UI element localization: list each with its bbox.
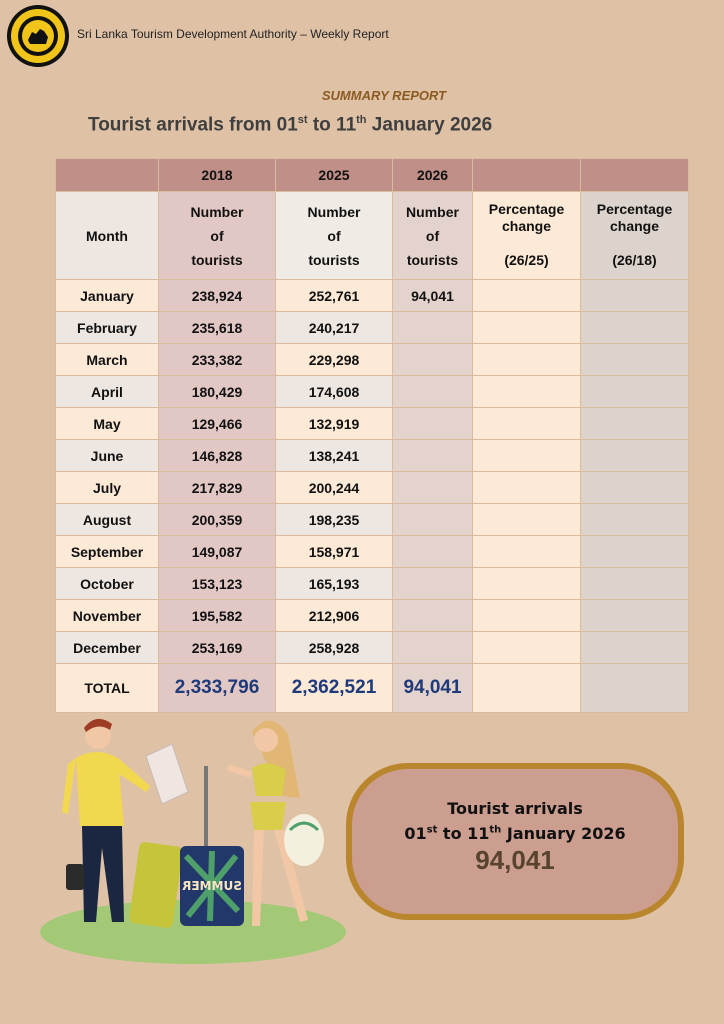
value-2026: [393, 312, 473, 344]
value-2026: [393, 600, 473, 632]
value-2018: 129,466: [159, 408, 276, 440]
value-2018: 149,087: [159, 536, 276, 568]
pct-26-18: [581, 344, 689, 376]
pct-change-header-26-25: Percentage change (26/25): [473, 192, 581, 280]
report-header: [0, 0, 724, 70]
total-2025: 2,362,521: [276, 664, 393, 713]
map-paper: [146, 744, 188, 804]
pct-26-25: [473, 568, 581, 600]
value-2018: 180,429: [159, 376, 276, 408]
value-2026: [393, 632, 473, 664]
arrivals-table: [55, 158, 689, 713]
pct-26-25: [473, 344, 581, 376]
year-blank-pct2: [581, 159, 689, 192]
title-sup1: st: [297, 114, 308, 126]
value-2026: [393, 344, 473, 376]
table-row: [56, 344, 689, 376]
pct-26-18: [581, 408, 689, 440]
value-2018: 153,123: [159, 568, 276, 600]
value-2025: 165,193: [276, 568, 393, 600]
value-2026: [393, 376, 473, 408]
table-row: [56, 408, 689, 440]
month-header: Month: [56, 192, 159, 280]
value-2025: 138,241: [276, 440, 393, 472]
suitcase-summer-text: SUMMER: [182, 879, 242, 893]
value-2026: [393, 408, 473, 440]
year-header-row: [56, 159, 689, 192]
organization-title: Sri Lanka Tourism Development Authority – Weekly Report: [77, 27, 389, 41]
summary-label: SUMMARY REPORT: [321, 88, 447, 103]
month-cell: July: [56, 472, 159, 504]
pct-26-25: [473, 312, 581, 344]
month-cell: September: [56, 536, 159, 568]
summer-suitcase: [180, 766, 244, 926]
year-blank-pct1: [473, 159, 581, 192]
year-2025: 2025: [276, 159, 393, 192]
pct-26-25: [473, 536, 581, 568]
pct-26-25: [473, 632, 581, 664]
travelers-illustration: [38, 706, 350, 968]
month-cell: November: [56, 600, 159, 632]
value-2025: 200,244: [276, 472, 393, 504]
table-row: [56, 536, 689, 568]
pct-26-18: [581, 568, 689, 600]
title-mid: to 11: [307, 114, 357, 136]
month-cell: May: [56, 408, 159, 440]
title-suffix: January 2026: [366, 114, 493, 136]
total-2026: 94,041: [393, 664, 473, 713]
callout-period: 01st to 11th January 2026: [404, 824, 626, 843]
pct-26-18: [581, 504, 689, 536]
total-pct-26-25: [473, 664, 581, 713]
pct-26-25: [473, 408, 581, 440]
month-cell: October: [56, 568, 159, 600]
value-2026: [393, 504, 473, 536]
tourists-header-2018: Number of tourists: [159, 192, 276, 280]
pct-26-25: [473, 440, 581, 472]
month-cell: February: [56, 312, 159, 344]
table-row: [56, 312, 689, 344]
value-2018: 235,618: [159, 312, 276, 344]
value-2018: 217,829: [159, 472, 276, 504]
pct-26-18: [581, 472, 689, 504]
title-sup2: th: [356, 114, 367, 126]
value-2026: [393, 536, 473, 568]
pct-26-18: [581, 280, 689, 312]
page-title: [88, 114, 492, 136]
total-label: TOTAL: [56, 664, 159, 713]
pct-26-18: [581, 312, 689, 344]
value-2018: 253,169: [159, 632, 276, 664]
value-2026: [393, 472, 473, 504]
value-2025: 229,298: [276, 344, 393, 376]
month-cell: January: [56, 280, 159, 312]
pct-26-25: [473, 376, 581, 408]
value-2018: 233,382: [159, 344, 276, 376]
value-2026: [393, 440, 473, 472]
value-2025: 212,906: [276, 600, 393, 632]
tourists-header-2025: Number of tourists: [276, 192, 393, 280]
total-pct-26-18: [581, 664, 689, 713]
table-row: [56, 568, 689, 600]
month-cell: December: [56, 632, 159, 664]
pct-26-18: [581, 376, 689, 408]
value-2026: 94,041: [393, 280, 473, 312]
value-2025: 198,235: [276, 504, 393, 536]
value-2018: 195,582: [159, 600, 276, 632]
pct-26-18: [581, 632, 689, 664]
total-2018: 2,333,796: [159, 664, 276, 713]
table-row: [56, 632, 689, 664]
column-header-row: [56, 192, 689, 280]
pct-26-25: [473, 280, 581, 312]
pct-26-18: [581, 440, 689, 472]
month-cell: March: [56, 344, 159, 376]
value-2025: 174,608: [276, 376, 393, 408]
value-2025: 158,971: [276, 536, 393, 568]
year-blank: [56, 159, 159, 192]
value-2025: 252,761: [276, 280, 393, 312]
pct-change-header-26-18: Percentage change (26/18): [581, 192, 689, 280]
table-row: [56, 600, 689, 632]
pct-26-18: [581, 600, 689, 632]
table-row: [56, 440, 689, 472]
pct-26-18: [581, 536, 689, 568]
month-cell: April: [56, 376, 159, 408]
value-2018: 200,359: [159, 504, 276, 536]
month-cell: June: [56, 440, 159, 472]
callout-title: Tourist arrivals: [447, 799, 583, 818]
value-2018: 146,828: [159, 440, 276, 472]
year-2026: 2026: [393, 159, 473, 192]
value-2025: 258,928: [276, 632, 393, 664]
month-cell: August: [56, 504, 159, 536]
table-row: [56, 376, 689, 408]
table-row: [56, 504, 689, 536]
pct-26-25: [473, 600, 581, 632]
pct-26-25: [473, 472, 581, 504]
table-row: [56, 472, 689, 504]
table-row: [56, 280, 689, 312]
value-2018: 238,924: [159, 280, 276, 312]
callout-value: 94,041: [475, 845, 555, 875]
title-prefix: Tourist arrivals from 01: [88, 114, 298, 136]
value-2025: 132,919: [276, 408, 393, 440]
value-2026: [393, 568, 473, 600]
tourists-header-2026: Number of tourists: [393, 192, 473, 280]
value-2025: 240,217: [276, 312, 393, 344]
pct-26-25: [473, 504, 581, 536]
tourism-authority-logo: [6, 4, 70, 68]
arrivals-callout: [346, 763, 684, 920]
year-2018: 2018: [159, 159, 276, 192]
